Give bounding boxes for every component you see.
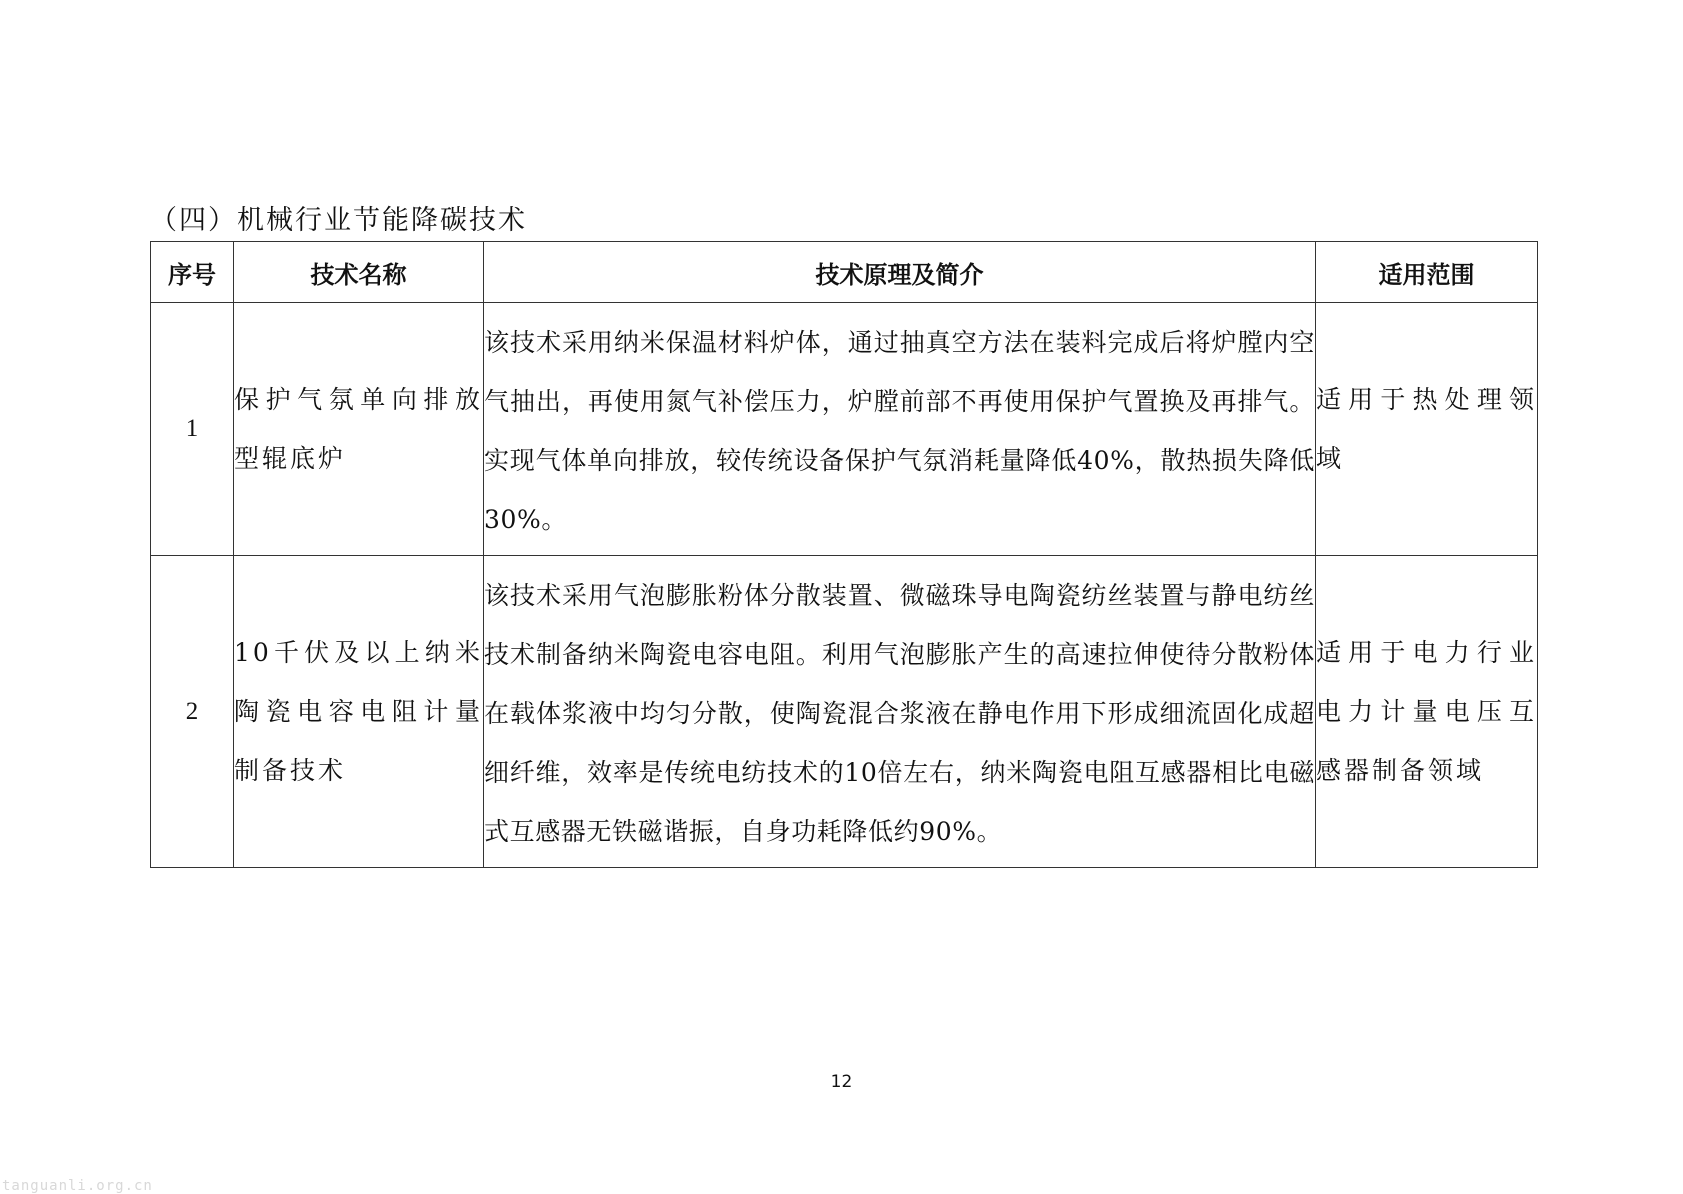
header-description: 技术原理及简介 [484, 242, 1316, 303]
header-seq: 序号 [151, 242, 234, 303]
header-name: 技术名称 [234, 242, 484, 303]
page-number: 12 [830, 1072, 853, 1092]
technology-table [150, 241, 1538, 868]
row-scope: 适用于热处理领域 [1316, 303, 1538, 556]
section-title: （四）机械行业节能降碳技术 [150, 205, 527, 236]
row-seq: 2 [151, 556, 234, 868]
header-scope: 适用范围 [1316, 242, 1538, 303]
row-description [484, 303, 1316, 556]
table-row [151, 303, 1538, 556]
row-tech-name: 10千伏及以上纳米陶瓷电容电阻计量制备技术 [234, 556, 484, 868]
table-header-row [151, 242, 1538, 303]
row-tech-name: 保护气氛单向排放型辊底炉 [234, 303, 484, 556]
row-description-text: 该技术采用纳米保温材料炉体，通过抽真空方法在装料完成后将炉膛内空气抽出，再使用氮气补偿压力，炉膛前部不再使用保护气置换及再排气。实现气体单向排放，较传统设备保护气氛消耗量降低40%，散热损失降低30%。 [484, 328, 1315, 534]
row-seq: 1 [151, 303, 234, 556]
row-description-text: 该技术采用气泡膨胀粉体分散装置、微磁珠导电陶瓷纺丝装置与静电纺丝技术制备纳米陶瓷电容电阻。利用气泡膨胀产生的高速拉伸使待分散粉体在载体浆液中均匀分散，使陶瓷混合浆液在静电作用下形成细流固化成超细纤维，效率是传统电纺技术的10倍左右，纳米陶瓷电阻互感器相比电磁式互感器无铁磁谐振，自身功耗降低约90%。 [484, 581, 1315, 846]
row-description [484, 556, 1316, 868]
watermark: tanguanli.org.cn [2, 1178, 153, 1194]
table-row [151, 556, 1538, 868]
row-scope: 适用于电力行业电力计量电压互感器制备领域 [1316, 556, 1538, 868]
